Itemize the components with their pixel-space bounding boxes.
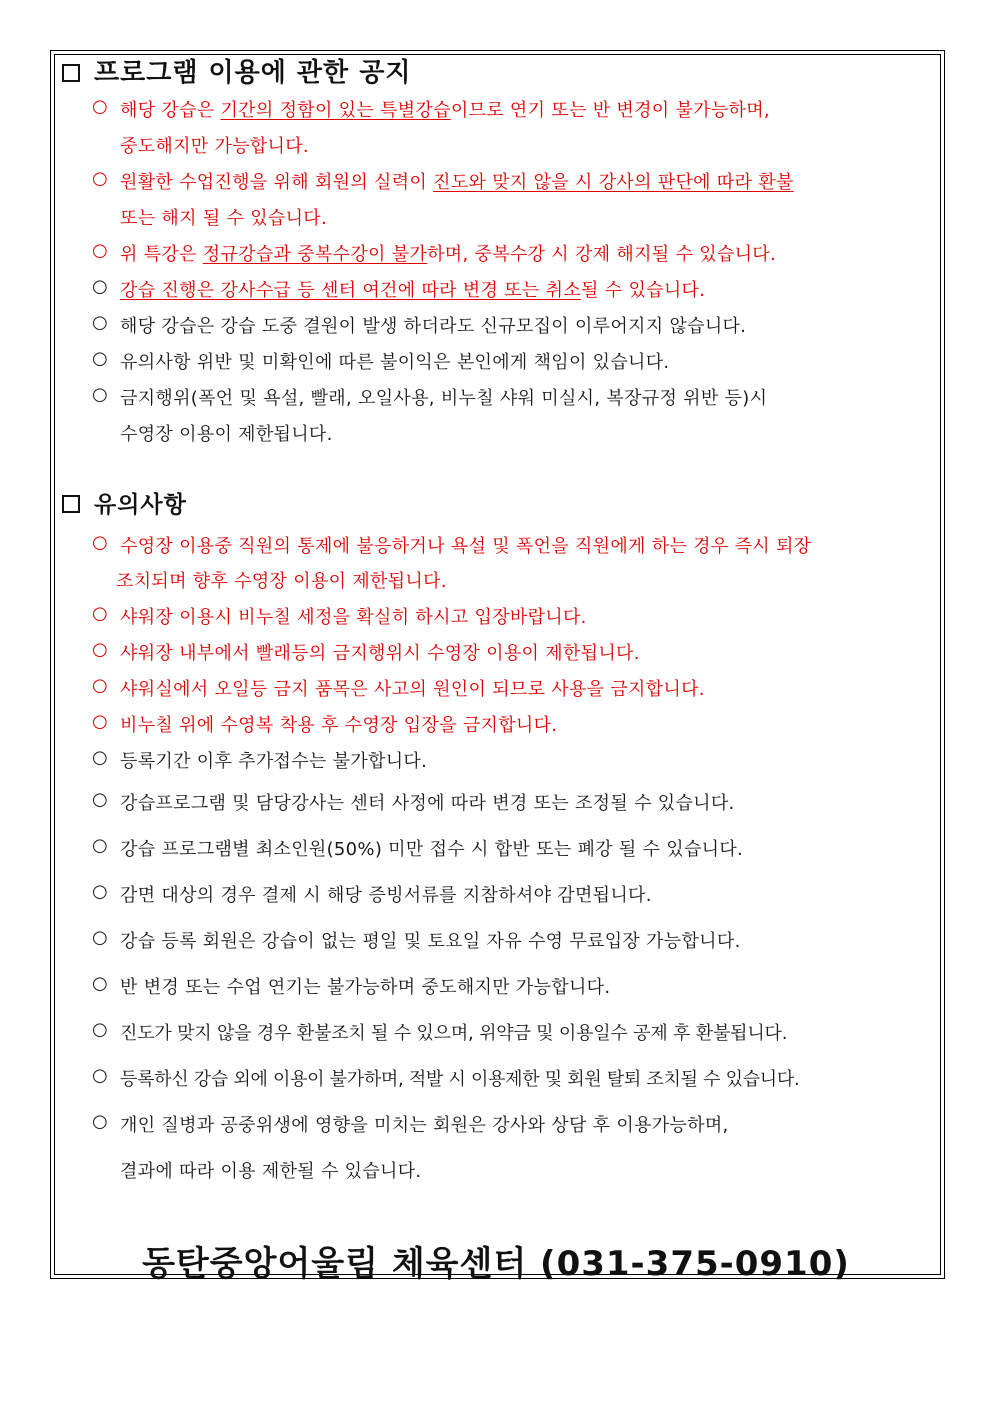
list-item: 등록하신 강습 외에 이용이 불가하며, 적발 시 이용제한 및 회원 탈퇴 조치될 수 있습니다. <box>120 1069 800 1090</box>
item-text: 하며, 중복수강 시 강제 해지될 수 있습니다. <box>427 244 776 265</box>
footer-contact: 동탄중앙어울림 체육센터 (031-375-0910) <box>142 1244 850 1284</box>
list-item: 샤워장 이용시 비누칠 세정을 확실히 하시고 입장바랍니다. <box>120 607 587 628</box>
item-text: 위 특강은 <box>120 244 203 265</box>
item-underlined-text: 강습 진행은 강사수급 등 센터 여건에 따라 변경 또는 취소 <box>120 280 582 301</box>
list-item: 진도가 맞지 않을 경우 환불조치 될 수 있으며, 위약금 및 이용일수 공제 후 환불됩니다. <box>120 1023 788 1044</box>
list-item <box>120 168 794 194</box>
list-item: 비누칠 위에 수영복 착용 후 수영장 입장을 금지합니다. <box>120 715 558 736</box>
bullet-icon: ○ <box>92 348 108 369</box>
bullet-icon: ○ <box>92 789 108 810</box>
item-text: 원활한 수업진행을 위해 회원의 실력이 <box>120 172 434 193</box>
bullet-icon: ○ <box>92 384 108 405</box>
bullet-icon: ○ <box>92 532 108 553</box>
list-item <box>120 276 705 302</box>
list-item: 등록기간 이후 추가접수는 불가합니다. <box>120 751 428 772</box>
item-text: 될 수 있습니다. <box>581 280 706 301</box>
bullet-icon: ○ <box>92 881 108 902</box>
item-underlined-text: 정규강습과 중복수강이 불가 <box>202 244 428 265</box>
list-item-continuation: 수영장 이용이 제한됩니다. <box>120 424 333 445</box>
bullet-icon: ○ <box>92 1111 108 1132</box>
list-item: 개인 질병과 공중위생에 영향을 미치는 회원은 강사와 상담 후 이용가능하며, <box>120 1115 729 1136</box>
list-item: 해당 강습은 강습 도중 결원이 발생 하더라도 신규모집이 이루어지지 않습니다. <box>120 316 747 337</box>
bullet-icon: ○ <box>92 835 108 856</box>
bullet-icon: ○ <box>92 312 108 333</box>
section2-title: 유의사항 <box>94 492 187 518</box>
bullet-icon: ○ <box>92 1065 108 1086</box>
bullet-icon: ○ <box>92 973 108 994</box>
item-underlined-text: 진도와 맞지 않을 시 강사의 판단에 따라 환불 <box>433 172 794 193</box>
checkbox-square-icon <box>62 64 80 82</box>
bullet-icon: ○ <box>92 1019 108 1040</box>
list-item <box>120 96 770 122</box>
list-item-continuation: 중도해지만 가능합니다. <box>120 136 309 157</box>
list-item: 감면 대상의 경우 결제 시 해당 증빙서류를 지참하셔야 감면됩니다. <box>120 885 652 906</box>
list-item <box>120 240 776 266</box>
bullet-icon: ○ <box>92 168 108 189</box>
list-item-continuation: 또는 해지 될 수 있습니다. <box>120 208 327 229</box>
bullet-icon: ○ <box>92 276 108 297</box>
list-item: 샤워실에서 오일등 금지 품목은 사고의 원인이 되므로 사용을 금지합니다. <box>120 679 705 700</box>
bullet-icon: ○ <box>92 675 108 696</box>
bullet-icon: ○ <box>92 711 108 732</box>
item-text: 이므로 연기 또는 반 변경이 불가능하며, <box>450 100 770 121</box>
bullet-icon: ○ <box>92 747 108 768</box>
list-item: 유의사항 위반 및 미확인에 따른 불이익은 본인에게 책임이 있습니다. <box>120 352 670 373</box>
item-underlined-text: 기간의 정함이 있는 특별강습 <box>220 100 451 121</box>
list-item-continuation: 조치되며 향후 수영장 이용이 제한됩니다. <box>116 571 447 592</box>
bullet-icon: ○ <box>92 639 108 660</box>
bullet-icon: ○ <box>92 96 108 117</box>
bullet-icon: ○ <box>92 240 108 261</box>
list-item: 금지행위(폭언 및 욕설, 빨래, 오일사용, 비누칠 샤워 미실시, 복장규정 위반 등)시 <box>120 388 768 409</box>
section2-heading <box>62 486 187 519</box>
list-item: 반 변경 또는 수업 연기는 불가능하며 중도해지만 가능합니다. <box>120 977 611 998</box>
list-item: 강습 프로그램별 최소인원(50%) 미만 접수 시 합반 또는 폐강 될 수 있습니다. <box>120 839 744 860</box>
section1-heading <box>62 52 411 89</box>
checkbox-square-icon <box>62 495 80 513</box>
list-item: 샤워장 내부에서 빨래등의 금지행위시 수영장 이용이 제한됩니다. <box>120 643 640 664</box>
list-item-continuation: 결과에 따라 이용 제한될 수 있습니다. <box>120 1161 422 1182</box>
list-item: 강습프로그램 및 담당강사는 센터 사정에 따라 변경 또는 조정될 수 있습니다. <box>120 793 735 814</box>
item-text: 해당 강습은 <box>120 100 221 121</box>
list-item: 강습 등록 회원은 강습이 없는 평일 및 토요일 자유 수영 무료입장 가능합니다. <box>120 931 741 952</box>
list-item: 수영장 이용중 직원의 통제에 불응하거나 욕설 및 폭언을 직원에게 하는 경우 즉시 퇴장 <box>120 536 812 557</box>
section1-title: 프로그램 이용에 관한 공지 <box>94 58 412 88</box>
bullet-icon: ○ <box>92 603 108 624</box>
bullet-icon: ○ <box>92 927 108 948</box>
